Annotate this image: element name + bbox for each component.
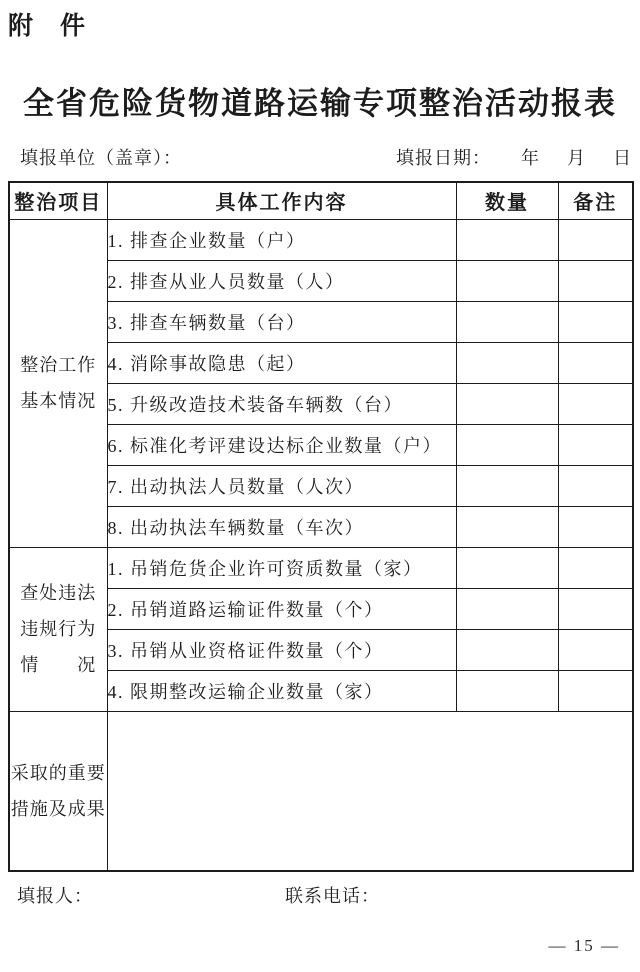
date-year-label: 年 [521, 148, 540, 168]
remarks-cell [558, 670, 633, 711]
quantity-cell [456, 383, 558, 424]
remarks-cell [558, 588, 633, 629]
work-item-cell: 6. 标准化考评建设达标企业数量（户） [107, 424, 456, 465]
date-month-label: 月 [567, 148, 586, 168]
category-line: 违规行为 [20, 619, 97, 639]
column-header-work-content: 具体工作内容 [107, 182, 456, 219]
category-line: 情 况 [20, 655, 97, 675]
category-line: 查处违法 [20, 583, 97, 603]
category-cell [9, 547, 107, 711]
quantity-cell [456, 465, 558, 506]
category-line: 措施及成果 [10, 798, 106, 819]
work-item-cell: 7. 出动执法人员数量（人次） [107, 465, 456, 506]
remarks-cell [558, 301, 633, 342]
quantity-cell [456, 629, 558, 670]
table-row [9, 547, 633, 588]
category-line: 整治工作 [20, 355, 97, 375]
table-row [9, 711, 633, 871]
category-line: 基本情况 [20, 391, 97, 411]
column-header-quantity: 数量 [456, 182, 558, 219]
remarks-cell [558, 506, 633, 547]
work-item-cell: 4. 消除事故隐患（起） [107, 342, 456, 383]
quantity-cell [456, 219, 558, 260]
work-item-cell: 8. 出动执法车辆数量（车次） [107, 506, 456, 547]
quantity-cell [456, 547, 558, 588]
quantity-cell [456, 301, 558, 342]
work-item-cell: 1. 排查企业数量（户） [107, 219, 456, 260]
category-cell [9, 711, 107, 871]
quantity-cell [456, 424, 558, 465]
quantity-cell [456, 260, 558, 301]
quantity-cell [456, 342, 558, 383]
work-item-cell: 5. 升级改造技术装备车辆数（台） [107, 383, 456, 424]
attachment-label: 附 件 [8, 12, 87, 40]
remarks-cell [558, 629, 633, 670]
report-date-group [396, 144, 632, 170]
work-item-cell: 2. 排查从业人员数量（人） [107, 260, 456, 301]
footer-line [0, 882, 640, 906]
remarks-cell [558, 465, 633, 506]
date-day-label: 日 [613, 148, 632, 168]
remarks-cell [558, 383, 633, 424]
remarks-cell [558, 219, 633, 260]
filler-label: 填报人： [17, 886, 93, 906]
work-item-cell: 1. 吊销危货企业许可资质数量（家） [107, 547, 456, 588]
report-table-body [9, 219, 633, 871]
category-line: 采取的重要 [10, 762, 106, 783]
category-cell [9, 219, 107, 547]
work-item-cell: 4. 限期整改运输企业数量（家） [107, 670, 456, 711]
column-header-category: 整治项目 [9, 182, 107, 219]
page-title: 全省危险货物道路运输专项整治活动报表 [23, 86, 617, 121]
page-number: — 15 — [548, 936, 620, 955]
phone-label: 联系电话： [285, 886, 380, 906]
work-item-cell: 3. 排查车辆数量（台） [107, 301, 456, 342]
reporting-unit-label: 填报单位（盖章）： [20, 148, 182, 168]
table-row [9, 219, 633, 260]
quantity-cell [456, 506, 558, 547]
quantity-cell [456, 588, 558, 629]
remarks-cell [558, 424, 633, 465]
table-header-row [9, 182, 633, 219]
remarks-cell [558, 547, 633, 588]
remarks-cell [558, 260, 633, 301]
work-item-cell: 3. 吊销从业资格证件数量（个） [107, 629, 456, 670]
work-item-cell: 2. 吊销道路运输证件数量（个） [107, 588, 456, 629]
report-date-label: 填报日期： [396, 148, 491, 168]
report-table [8, 181, 634, 872]
measures-results-cell [107, 711, 633, 871]
quantity-cell [456, 670, 558, 711]
column-header-remarks: 备注 [558, 182, 633, 219]
remarks-cell [558, 342, 633, 383]
